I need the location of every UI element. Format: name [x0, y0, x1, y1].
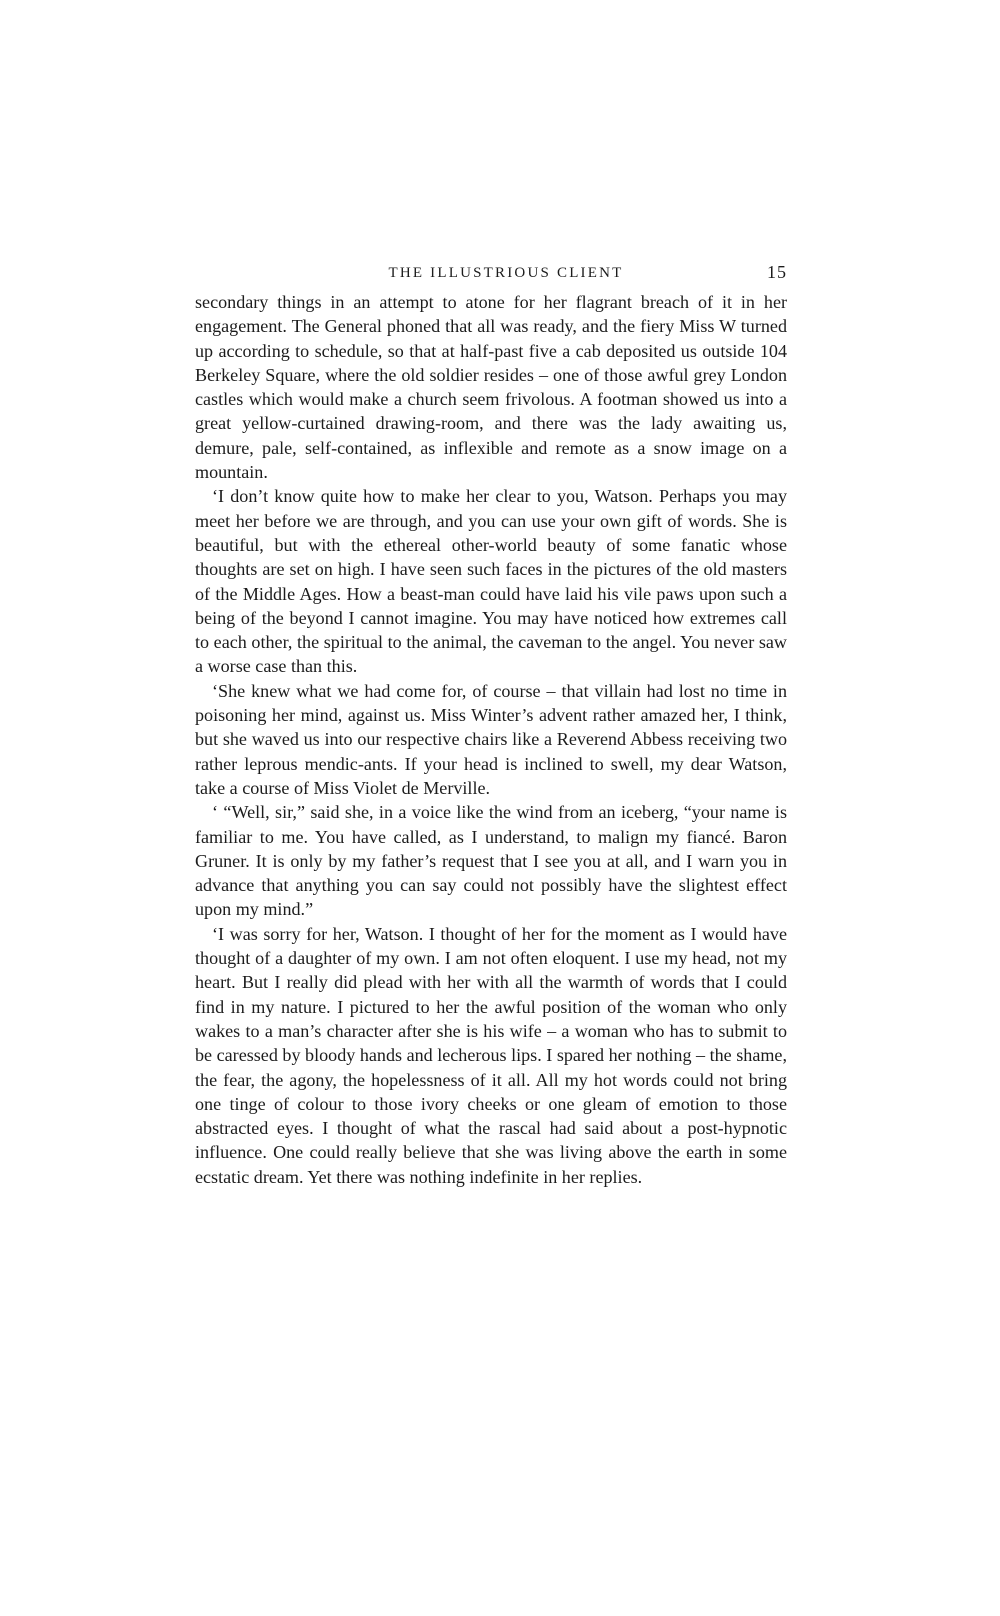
page-number: 15	[767, 262, 787, 282]
paragraph-2: ‘I don’t know quite how to make her clear to you, Watson. Perhaps you may meet her before we are through, and you can use your own gift of words. She is beautiful, but with the ethereal other-world beauty of some fanatic whose thoughts are set on high. I have seen such faces in the pictures of the old masters of the Middle Ages. How a beast-man could have laid his vile paws upon such a being of the beyond I cannot imagine. You may have noticed how extremes call to each other, the spiritual to the animal, the caveman to the angel. You never saw a worse case than this.	[195, 486, 787, 677]
body-text	[195, 290, 787, 1189]
paragraph-4: ‘ “Well, sir,” said she, in a voice like the wind from an iceberg, “your name is familiar to me. You have called, as I understand, to malign my fiancé. Baron Gruner. It is only by my father’s request that I see you at all, and I warn you in advance that anything you can say could not possibly have the slightest effect upon my mind.”	[195, 802, 787, 920]
paragraph-5: ‘I was sorry for her, Watson. I thought of her for the moment as I would have thought of a daughter of my own. I am not often eloquent. I use my head, not my heart. But I really did plead with her with all the warmth of words that I could find in my nature. I pictured to her the awful position of the woman who only wakes to a man’s character after she is his wife – a woman who has to submit to be caressed by bloody hands and lecherous lips. I spared her nothing – the shame, the fear, the agony, the hopelessness of it all. All my hot words could not bring one tinge of colour to those ivory cheeks or one gleam of emotion to those abstracted eyes. I thought of what the rascal had said about a post-hypnotic influence. One could really believe that she was living above the earth in some ecstatic dream. Yet there was nothing indefinite in her replies.	[195, 923, 787, 1187]
running-title: THE ILLUSTRIOUS CLIENT	[388, 265, 624, 281]
paragraph-1: secondary things in an attempt to atone for her flagrant breach of it in her engagement. The General phoned that all was ready, and the fiery Miss W turned up according to schedule, so that at half-past five a cab deposited us outside 104 Berkeley Square, where the old soldier resides – one of those awful grey London castles which would make a church seem frivolous. A footman showed us into a great yellow-curtained drawing-room, and there was the lady awaiting us, demure, pale, self-contained, as inflexible and remote as a snow image on a mountain.	[195, 292, 787, 483]
paragraph-3: ‘She knew what we had come for, of course – that villain had lost no time in poisoning her mind, against us. Miss Winter’s advent rather amazed her, I think, but she waved us into our respective chairs like a Reverend Abbess receiving two rather leprous mendic-ants. If your head is inclined to swell, my dear Watson, take a course of Miss Violet de Merville.	[195, 680, 787, 798]
book-page	[195, 262, 787, 1189]
running-head	[195, 262, 787, 288]
